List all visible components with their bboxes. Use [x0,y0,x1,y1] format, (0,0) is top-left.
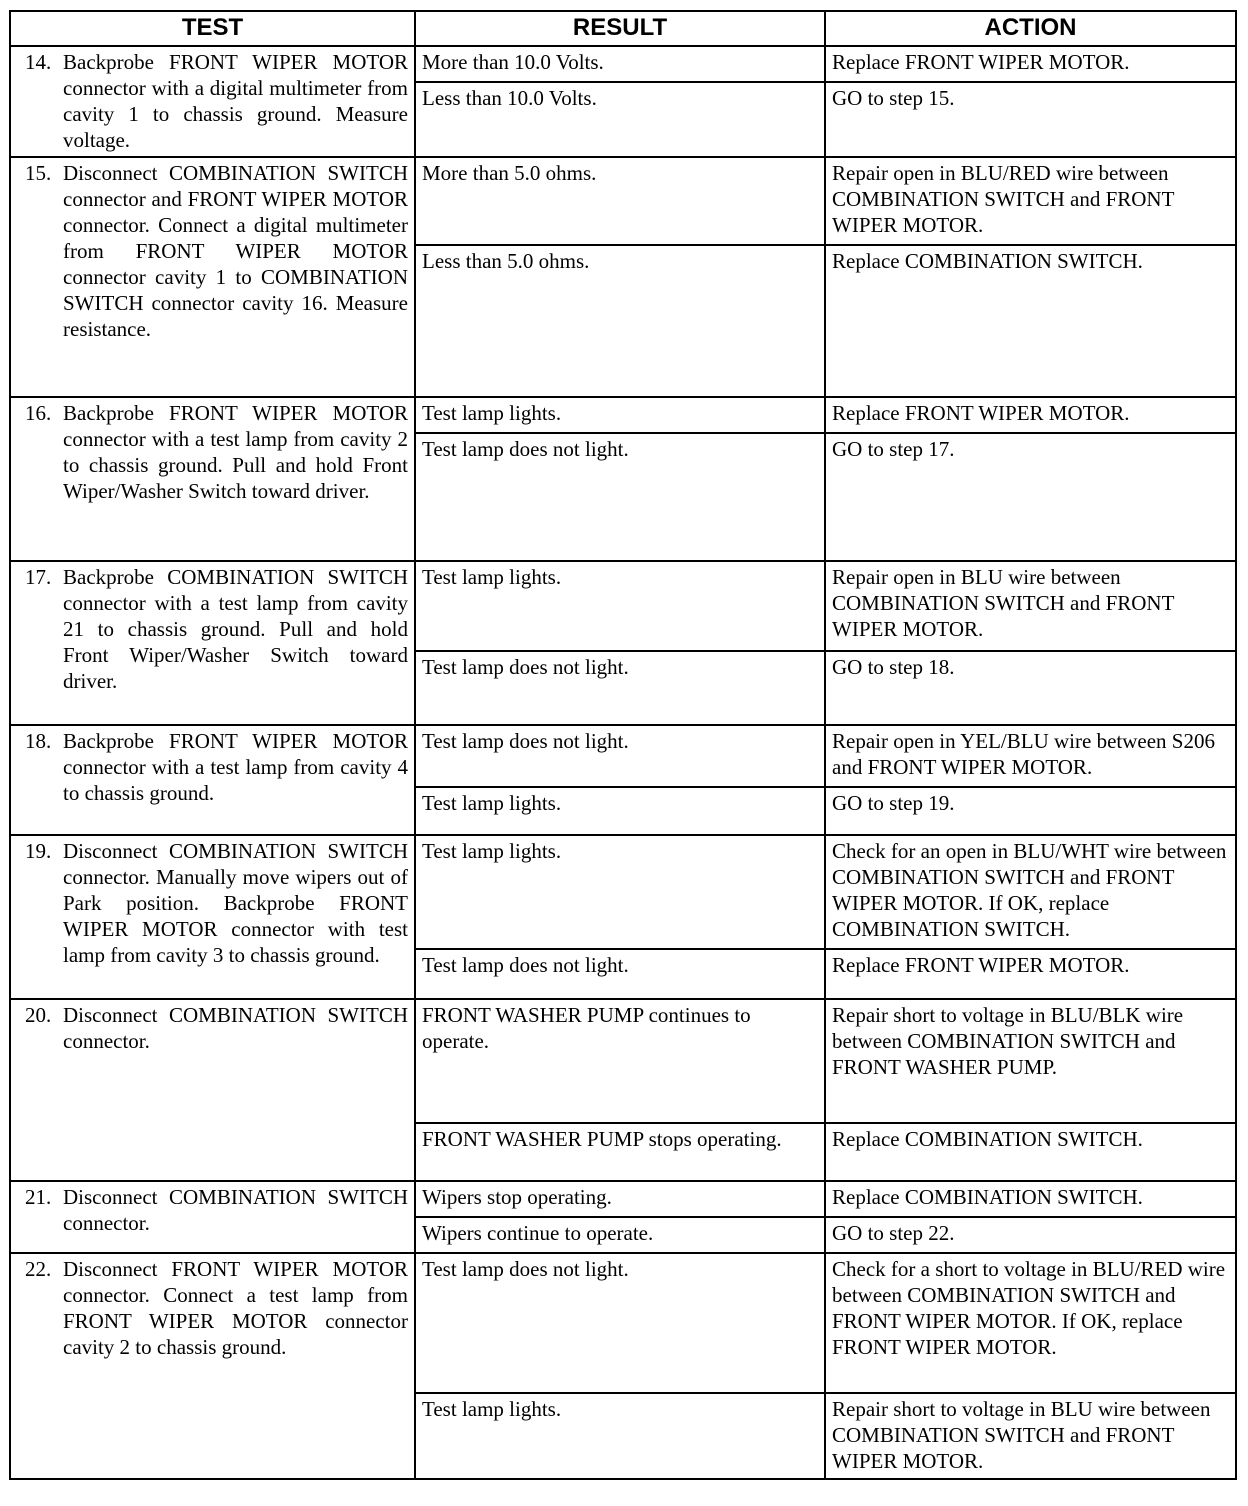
table-row [10,725,1236,787]
step [17,838,408,968]
table-row [10,1253,1236,1393]
test-cell [10,1181,415,1253]
test-cell [10,46,415,157]
action-cell: GO to step 17. [825,433,1236,561]
table-row [10,397,1236,433]
result-cell: More than 10.0 Volts. [415,46,825,82]
step-test-text: Backprobe FRONT WIPER MOTOR connector with a test lamp from cavity 2 to chassis ground. Pull and hold Front Wiper/Washer Switch toward driver. [63,401,408,503]
table-row [10,1181,1236,1217]
result-cell: Less than 5.0 ohms. [415,245,825,397]
step [17,1184,408,1236]
action-cell: Repair open in BLU wire between COMBINATION SWITCH and FRONT WIPER MOTOR. [825,561,1236,651]
test-cell [10,835,415,999]
step [17,400,408,504]
table-row [10,835,1236,949]
diagnostic-table [9,10,1237,1480]
test-cell [10,397,415,561]
header-result: RESULT [415,11,825,46]
step-number: 21. [25,1185,52,1209]
test-cell [10,561,415,725]
result-cell: Wipers stop operating. [415,1181,825,1217]
step-number: 18. [25,729,52,753]
diagnostic-table-body [10,46,1236,1479]
step-number: 15. [25,161,52,185]
result-cell: Less than 10.0 Volts. [415,82,825,157]
step [17,1256,408,1360]
result-cell: Test lamp does not light. [415,949,825,999]
step-number: 19. [25,839,52,863]
action-cell: Replace FRONT WIPER MOTOR. [825,949,1236,999]
action-cell: Check for a short to voltage in BLU/RED wire between COMBINATION SWITCH and FRONT WIPER MOTOR. If OK, replace FRONT WIPER MOTOR. [825,1253,1236,1393]
result-cell: FRONT WASHER PUMP stops operating. [415,1123,825,1181]
step [17,564,408,694]
result-cell: Test lamp lights. [415,1393,825,1479]
step-number: 16. [25,401,52,425]
result-cell: Wipers continue to operate. [415,1217,825,1253]
action-cell: Replace FRONT WIPER MOTOR. [825,46,1236,82]
table-row [10,999,1236,1123]
header-row [10,11,1236,46]
step-test-text: Disconnect FRONT WIPER MOTOR connector. Connect a test lamp from FRONT WIPER MOTOR connector cavity 2 to chassis ground. [63,1257,408,1359]
action-cell: Repair short to voltage in BLU/BLK wire between COMBINATION SWITCH and FRONT WASHER PUMP. [825,999,1236,1123]
result-cell: Test lamp does not light. [415,433,825,561]
step-number: 20. [25,1003,52,1027]
test-cell [10,725,415,835]
step-number: 22. [25,1257,52,1281]
step-test-text: Disconnect COMBINATION SWITCH connector. [63,1003,408,1053]
action-cell: GO to step 15. [825,82,1236,157]
header-test: TEST [10,11,415,46]
test-cell [10,1253,415,1479]
action-cell: Replace COMBINATION SWITCH. [825,1181,1236,1217]
diagnostic-page [9,10,1235,1480]
action-cell: Replace FRONT WIPER MOTOR. [825,397,1236,433]
result-cell: Test lamp lights. [415,835,825,949]
action-cell: Check for an open in BLU/WHT wire between COMBINATION SWITCH and FRONT WIPER MOTOR. If OK, replace COMBINATION SWITCH. [825,835,1236,949]
step-number: 14. [25,50,52,74]
result-cell: Test lamp does not light. [415,651,825,725]
action-cell: Replace COMBINATION SWITCH. [825,1123,1236,1181]
result-cell: FRONT WASHER PUMP continues to operate. [415,999,825,1123]
step-number: 17. [25,565,52,589]
test-cell [10,157,415,397]
action-cell: Repair short to voltage in BLU wire between COMBINATION SWITCH and FRONT WIPER MOTOR. [825,1393,1236,1479]
result-cell: Test lamp lights. [415,397,825,433]
result-cell: Test lamp does not light. [415,725,825,787]
step-test-text: Disconnect COMBINATION SWITCH connector. [63,1185,408,1235]
step [17,1002,408,1054]
header-action: ACTION [825,11,1236,46]
action-cell: Repair open in BLU/RED wire between COMBINATION SWITCH and FRONT WIPER MOTOR. [825,157,1236,245]
action-cell: Replace COMBINATION SWITCH. [825,245,1236,397]
step-test-text: Disconnect COMBINATION SWITCH connector. Manually move wipers out of Park position. Backprobe FRONT WIPER MOTOR connector with test lamp from cavity 3 to chassis ground. [63,839,408,967]
step [17,728,408,806]
table-row [10,157,1236,245]
step-test-text: Backprobe COMBINATION SWITCH connector with a test lamp from cavity 21 to chassis ground. Pull and hold Front Wiper/Washer Switch toward driver. [63,565,408,693]
action-cell: GO to step 19. [825,787,1236,835]
action-cell: Repair open in YEL/BLU wire between S206 and FRONT WIPER MOTOR. [825,725,1236,787]
step [17,49,408,153]
step [17,160,408,342]
step-test-text: Disconnect COMBINATION SWITCH connector and FRONT WIPER MOTOR connector. Connect a digital multimeter from FRONT WIPER MOTOR connector cavity 1 to COMBINATION SWITCH connector cavity 16. Measure resistance. [63,161,408,341]
action-cell: GO to step 22. [825,1217,1236,1253]
test-cell [10,999,415,1181]
result-cell: Test lamp lights. [415,787,825,835]
result-cell: Test lamp lights. [415,561,825,651]
action-cell: GO to step 18. [825,651,1236,725]
result-cell: Test lamp does not light. [415,1253,825,1393]
table-row [10,561,1236,651]
step-test-text: Backprobe FRONT WIPER MOTOR connector with a test lamp from cavity 4 to chassis ground. [63,729,408,805]
result-cell: More than 5.0 ohms. [415,157,825,245]
step-test-text: Backprobe FRONT WIPER MOTOR connector with a digital multimeter from cavity 1 to chassis ground. Measure voltage. [63,50,408,152]
table-row [10,46,1236,82]
